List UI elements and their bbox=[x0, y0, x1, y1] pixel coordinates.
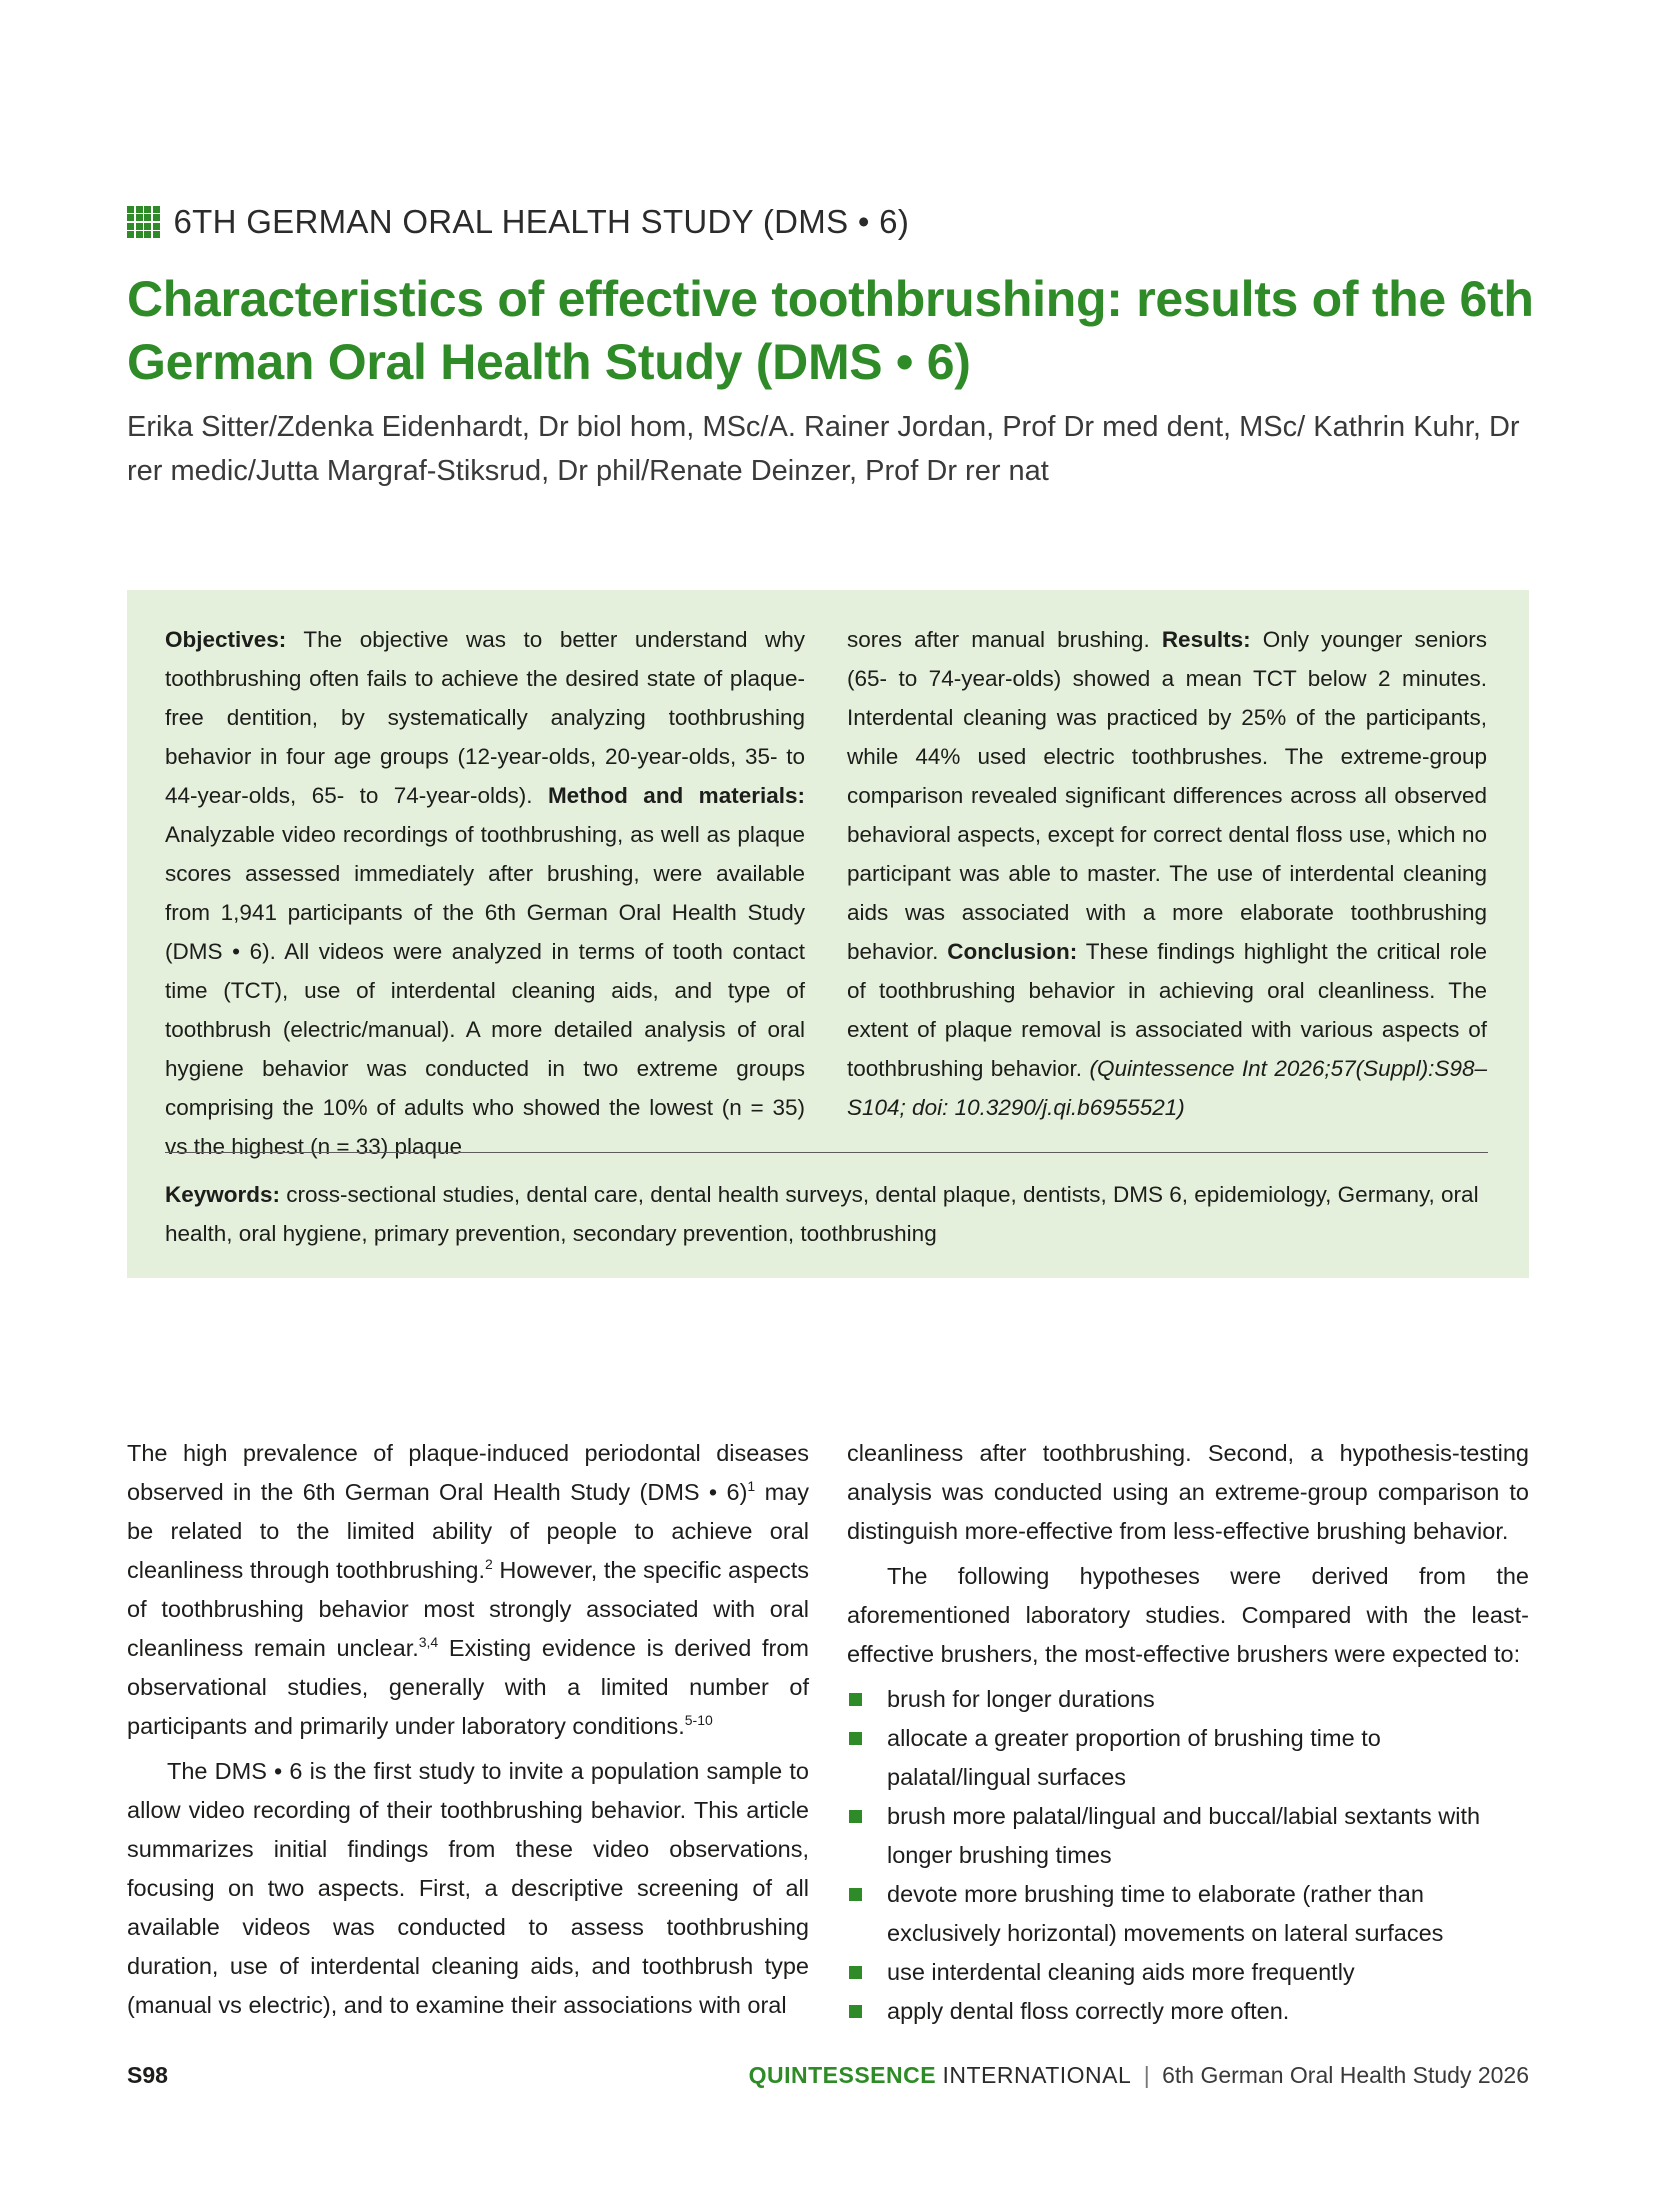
results-label: Results: bbox=[1161, 627, 1251, 652]
list-item-text: brush for longer durations bbox=[887, 1686, 1155, 1712]
square-bullet-icon bbox=[849, 2005, 862, 2018]
square-bullet-icon bbox=[849, 1966, 862, 1979]
ref-4: 5-10 bbox=[684, 1712, 713, 1729]
square-bullet-icon bbox=[849, 1810, 862, 1823]
journal-name-rest: INTERNATIONAL bbox=[942, 2062, 1132, 2088]
intro-text-4: Existing evidence is derived from observational studies, generally with a limited number of participants and primarily under laboratory conditions. bbox=[127, 1635, 809, 1739]
abstract-divider bbox=[165, 1152, 1488, 1153]
running-footer bbox=[749, 2062, 1529, 2089]
section-header bbox=[127, 198, 909, 246]
article-title: Characteristics of effective toothbrushing: results of the 6th German Oral Health Study (DMS • 6) bbox=[127, 271, 1534, 390]
footer-separator: | bbox=[1143, 2062, 1150, 2088]
page-number: S98 bbox=[127, 2062, 168, 2088]
results-text: Only younger seniors (65- to 74-year-olds) showed a mean TCT below 2 minutes. Interdental cleaning was practiced by 25% of the participants, while 44% used electric toothbrushes. The extreme-group comparison revealed significant differences across all observed behavioral aspects, except for correct dental floss use, which no participant was able to master. The use of interdental cleaning aids was associated with a more elaborate toothbrushing behavior. bbox=[847, 627, 1488, 964]
square-bullet-icon bbox=[849, 1888, 862, 1901]
body-column-left bbox=[127, 1434, 809, 2031]
conclusion-text: These findings highlight the critical role of toothbrushing behavior in achieving oral cleanliness. The extent of plaque removal is associated with various aspects of toothbrushing behavior. bbox=[847, 939, 1487, 1081]
methods-text-continued: sores after manual brushing. bbox=[847, 627, 1162, 652]
square-bullet-icon bbox=[849, 1693, 862, 1706]
abstract-box bbox=[127, 590, 1529, 1278]
section-label: 6TH GERMAN ORAL HEALTH STUDY (DMS • 6) bbox=[173, 203, 910, 240]
ref-1: 1 bbox=[747, 1478, 756, 1495]
list-item-text: apply dental floss correctly more often. bbox=[887, 1998, 1290, 2024]
ref-3: 3,4 bbox=[418, 1634, 439, 1651]
continuation-paragraph: cleanliness after toothbrushing. Second, a hypothesis-testing analysis was conducted using an extreme-group comparison to distinguish more-effective from less-effective brushing behavior. bbox=[847, 1440, 1529, 1544]
journal-name-strong: QUINTESSENCE bbox=[748, 2062, 937, 2088]
intro-text-2: may be related to the limited ability of people to achieve oral cleanliness through toothbrushing. bbox=[127, 1479, 809, 1583]
methods-label: Method and materials: bbox=[547, 783, 805, 808]
study-paragraph: The DMS • 6 is the first study to invite a population sample to allow video recording of their toothbrushing behavior. This article summarizes initial findings from these video observations, focusing on two aspects. First, a descriptive screening of all available videos was conducted to assess toothbrushing duration, use of interdental cleaning aids, and toothbrush type (manual vs electric), and to examine their associations with oral bbox=[127, 1758, 809, 2018]
list-item bbox=[847, 1719, 1529, 1797]
list-item-text: allocate a greater proportion of brushing time to palatal/lingual surfaces bbox=[887, 1725, 1381, 1790]
objectives-text: The objective was to better understand why toothbrushing often fails to achieve the desired state of plaque-free dentition, by systematically analyzing toothbrushing behavior in four age groups (12-year-olds, 20-year-olds, 35- to 44-year-olds, 65- to 74-year-olds). bbox=[165, 627, 805, 808]
body-column-right bbox=[847, 1434, 1529, 2031]
citation: (Quintessence Int 2026;57(Suppl):S98–S104; doi: 10.3290/j.qi.b6955521) bbox=[847, 1056, 1487, 1120]
keywords-text: cross-sectional studies, dental care, dental health surveys, dental plaque, dentists, DMS 6, epidemiology, Germany, oral health, oral hygiene, primary prevention, secondary prevention, toothbrushing bbox=[165, 1182, 1479, 1246]
objectives-label: Objectives: bbox=[165, 627, 287, 652]
list-item bbox=[847, 1680, 1529, 1719]
abstract-column-left bbox=[165, 620, 805, 1166]
hypotheses-list bbox=[847, 1680, 1529, 2031]
grid-logo-icon bbox=[127, 206, 160, 239]
intro-text-1: The high prevalence of plaque-induced periodontal diseases observed in the 6th German Oral Health Study (DMS • 6) bbox=[127, 1440, 809, 1505]
list-item bbox=[847, 1797, 1529, 1875]
intro-text-3: However, the specific aspects of toothbrushing behavior most strongly associated with oral cleanliness remain unclear. bbox=[127, 1557, 809, 1661]
list-item-text: brush more palatal/lingual and buccal/labial sextants with longer brushing times bbox=[887, 1803, 1481, 1868]
list-item bbox=[847, 1992, 1529, 2031]
square-bullet-icon bbox=[849, 1732, 862, 1745]
list-item-text: use interdental cleaning aids more frequently bbox=[887, 1959, 1355, 1985]
methods-text: Analyzable video recordings of toothbrushing, as well as plaque scores assessed immediately after brushing, were available from 1,941 participants of the 6th German Oral Health Study (DMS • 6). All videos were analyzed in terms of tooth contact time (TCT), use of interdental cleaning aids, and type of toothbrush (electric/manual). A more detailed analysis of oral hygiene behavior was conducted in two extreme groups comprising the 10% of adults who showed the lowest (n = 35) vs the highest (n = 33) plaque bbox=[165, 822, 805, 1159]
list-item bbox=[847, 1875, 1529, 1953]
keywords bbox=[165, 1175, 1488, 1253]
abstract-column-right bbox=[847, 620, 1487, 1127]
issue-label: 6th German Oral Health Study 2026 bbox=[1162, 2062, 1529, 2088]
author-list: Erika Sitter/Zdenka Eidenhardt, Dr biol hom, MSc/A. Rainer Jordan, Prof Dr med dent, MSc/ Kathrin Kuhr, Dr rer medic/Jutta Margraf-Stiksrud, Dr phil/Renate Deinzer, Prof Dr rer nat bbox=[127, 411, 1520, 487]
list-item bbox=[847, 1953, 1529, 1992]
intro-paragraph bbox=[127, 1434, 809, 1746]
list-item-text: devote more brushing time to elaborate (rather than exclusively horizontal) movements on lateral surfaces bbox=[887, 1881, 1444, 1946]
conclusion-label: Conclusion: bbox=[947, 939, 1078, 964]
ref-2: 2 bbox=[485, 1556, 493, 1573]
keywords-label: Keywords: bbox=[165, 1182, 281, 1207]
hypotheses-intro: The following hypotheses were derived from the aforementioned laboratory studies. Compared with the least-effective brushers, the most-effective brushers were expected to: bbox=[847, 1563, 1529, 1667]
